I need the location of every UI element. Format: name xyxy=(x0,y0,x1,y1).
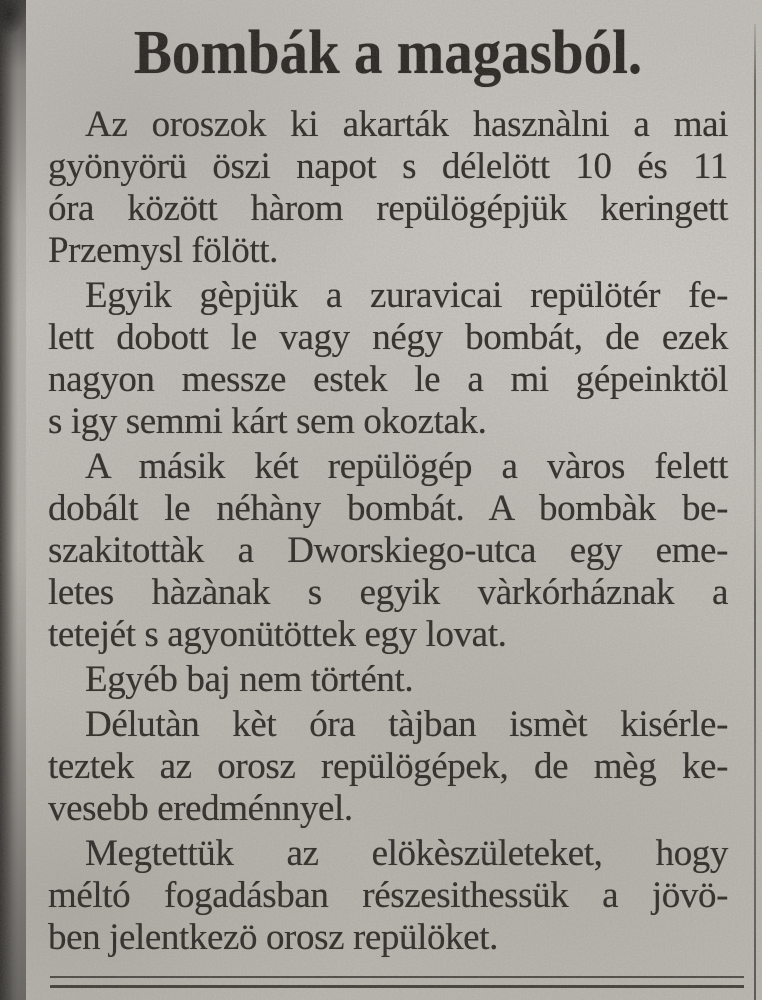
text-line: vesebb eredménnyel. xyxy=(48,788,353,829)
text-line: szakitottàk a Dworskiego-utca egy eme- xyxy=(48,530,728,571)
paragraph xyxy=(48,704,728,830)
paragraph xyxy=(48,275,728,443)
scan-left-edge-vertical-shade xyxy=(0,0,26,1000)
article-body xyxy=(48,104,728,959)
article-column xyxy=(48,0,728,962)
text-line: lett dobott le vagy négy bombát, de ezek xyxy=(48,317,728,358)
text-line: méltó fogadásban részesithessük a jövö- xyxy=(48,875,728,916)
article-title: Bombák a magasból. xyxy=(133,17,643,88)
text-line: Délutàn kèt óra tàjban ismèt kisérle- xyxy=(85,704,728,745)
paragraph xyxy=(48,833,728,959)
text-line: Az oroszok ki akarták hasznàlni a mai xyxy=(85,104,728,145)
text-line: A másik két repülögép a vàros felett xyxy=(85,446,728,487)
text-line: ben jelentkezö orosz repülöket. xyxy=(48,917,498,958)
text-line: letes hàzànak s egyik vàrkórháznak a xyxy=(48,572,728,613)
text-line: Egyik gèpjük a zuravicai repülötér fe- xyxy=(85,275,728,316)
paragraph xyxy=(48,659,728,701)
bottom-double-rule xyxy=(50,976,744,988)
paragraph xyxy=(48,446,728,656)
text-line: s igy semmi kárt sem okoztak. xyxy=(48,401,487,442)
text-line: teztek az orosz repülögépek, de mèg ke- xyxy=(48,746,728,787)
text-line: Megtettük az elökèszületeket, hogy xyxy=(85,833,728,874)
text-line: nagyon messze estek le a mi gépeinktöl xyxy=(48,359,728,400)
paragraph xyxy=(48,104,728,272)
text-line: óra között hàrom repülögépjük keringett xyxy=(48,188,728,229)
scan-corner-blot xyxy=(0,0,32,44)
text-line: dobált le néhàny bombát. A bombàk be- xyxy=(48,488,728,529)
text-line: gyönyörü öszi napot s délelött 10 és 11 xyxy=(48,146,728,187)
text-line: Przemysl fölött. xyxy=(48,230,278,271)
text-line: tetejét s agyonütöttek egy lovat. xyxy=(48,614,507,655)
column-divider-rule xyxy=(754,24,756,1000)
text-line: Egyéb baj nem történt. xyxy=(85,659,414,700)
